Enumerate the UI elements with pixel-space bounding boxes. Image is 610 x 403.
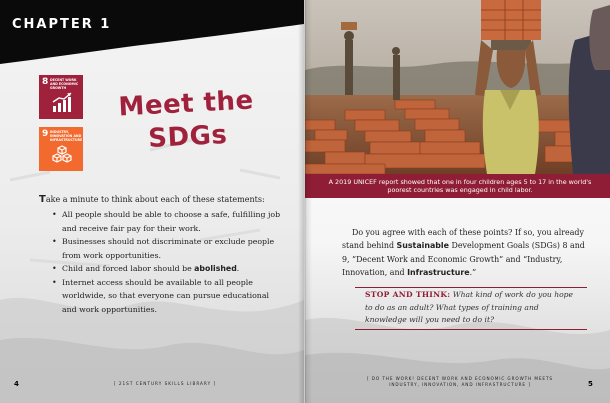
callout-question: What kind of work do you hope to do as an adult? What types of training and knowledge will you need to do it? bbox=[365, 290, 574, 324]
sdg-8-tile bbox=[39, 75, 83, 119]
list-item-text: Child and forced labor should be bbox=[62, 264, 195, 273]
child-carrying-bricks-photo bbox=[305, 0, 610, 174]
stacked-cubes-icon bbox=[51, 144, 73, 166]
photo-caption-bar bbox=[305, 174, 610, 198]
footer-line-1: [ DO THE WORK! DECENT WORK AND ECONOMIC GROWTH MEETS bbox=[367, 376, 553, 381]
statement-list bbox=[52, 208, 284, 316]
sdg-8-number: 8 bbox=[42, 77, 49, 87]
chapter-band bbox=[0, 0, 304, 66]
body-text: Development Goals (SDGs) 8 and 9, “Decent Work and Economic Growth” and “Industry, Innovation, and bbox=[342, 241, 585, 278]
list-item bbox=[52, 262, 284, 276]
intro-dropcap: T bbox=[39, 194, 46, 205]
photo-caption: A 2019 UNICEF report showed that one in four children ages 5 to 17 in the world's poorest countries was engaged in child labor. bbox=[328, 178, 592, 194]
callout-heading: STOP AND THINK: bbox=[365, 290, 451, 299]
list-item: • All people should be able to choose a safe, fulfilling job and receive fair pay for their work. bbox=[52, 208, 284, 235]
page-title bbox=[110, 84, 263, 158]
footer-line-2: INDUSTRY, INNOVATION, AND INFRASTRUCTURE ] bbox=[389, 382, 531, 387]
rising-chart-icon bbox=[51, 92, 73, 114]
page-number-right: 5 bbox=[588, 380, 593, 388]
glossary-word-sustainable: Sustainable bbox=[396, 241, 449, 251]
callout-rule-top bbox=[355, 287, 587, 288]
intro-text: ake a minute to think about each of these statements: bbox=[45, 195, 265, 204]
callout-text bbox=[365, 289, 580, 327]
right-page bbox=[305, 0, 610, 403]
list-item: • Businesses should not discriminate or exclude people from work opportunities. bbox=[52, 235, 284, 262]
book-spine-shadow bbox=[298, 0, 312, 403]
list-item-text: . bbox=[236, 264, 240, 273]
running-footer-right bbox=[360, 376, 560, 388]
page-number-left: 4 bbox=[14, 380, 19, 388]
glossary-word-abolished: abolished bbox=[194, 264, 237, 273]
left-page bbox=[0, 0, 304, 403]
running-footer-left: [ 21ST CENTURY SKILLS LIBRARY ] bbox=[113, 381, 217, 386]
intro-paragraph bbox=[39, 193, 279, 206]
sdg-9-name: INDUSTRY, INNOVATION AND INFRASTRUCTURE bbox=[50, 130, 83, 142]
list-item: • Internet access should be available to all people worldwide, so that everyone can pursue educational and work opportunities. bbox=[52, 276, 284, 317]
body-text: .” bbox=[469, 268, 477, 278]
body-paragraph bbox=[342, 226, 592, 280]
body-text: Do you agree with each of these points? If so, you already stand behind bbox=[342, 228, 584, 251]
callout-rule-bottom bbox=[355, 329, 587, 330]
sdg-9-number: 9 bbox=[42, 129, 49, 139]
sdg-8-name: DECENT WORK AND ECONOMIC GROWTH bbox=[50, 78, 79, 90]
title-line-2: SDGs bbox=[147, 119, 229, 155]
title-line-1: Meet the bbox=[117, 85, 255, 123]
chapter-label: CHAPTER 1 bbox=[12, 17, 112, 32]
glossary-word-infrastructure: Infrastructure bbox=[407, 268, 470, 278]
sdg-9-tile bbox=[39, 127, 83, 171]
